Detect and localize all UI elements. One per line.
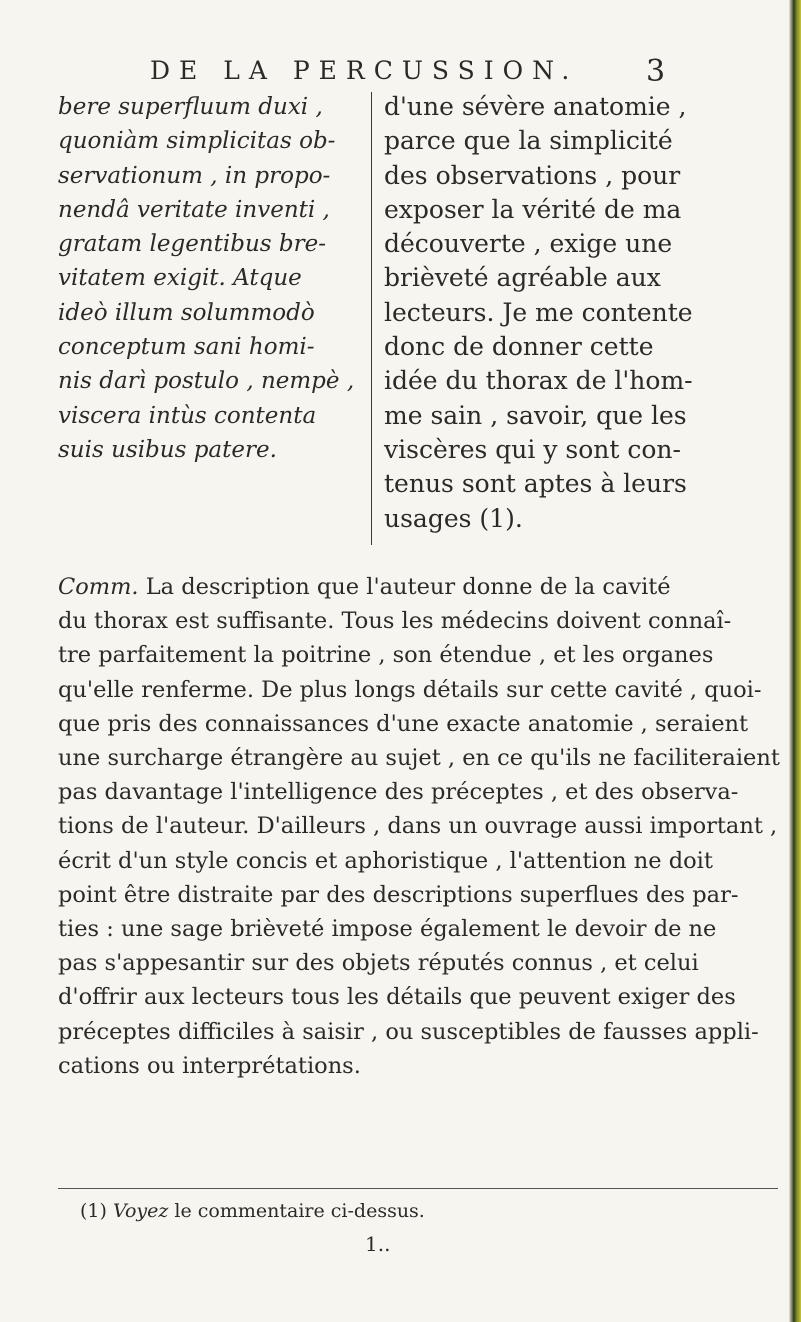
commentary-line: point être distraite par des descriptions superflues des par- — [58, 881, 739, 908]
page-number: 3 — [646, 54, 666, 89]
french-line: tenus sont aptes à leurs — [384, 469, 687, 499]
latin-column — [58, 90, 358, 467]
french-line: idée du thorax de l'hom- — [384, 366, 693, 396]
french-line: exposer la vérité de ma — [384, 194, 682, 224]
column-divider — [371, 92, 372, 545]
latin-line: suis usibus patere. — [58, 436, 277, 463]
commentary-line: La description que l'auteur donne de la cavité — [138, 574, 671, 600]
french-line: des observations , pour — [384, 160, 681, 190]
french-line: d'une sévère anatomie , — [384, 92, 687, 121]
footnote-text: le commentaire ci-dessus. — [168, 1200, 425, 1222]
latin-line: bere superfluum duxi , — [58, 94, 323, 120]
footnote-rule — [58, 1188, 778, 1189]
commentary-line: ties : une sage brièveté impose également le devoir de ne — [58, 916, 717, 943]
commentary-line: cations ou interprétations. — [58, 1052, 361, 1079]
french-line: découverte , exige une — [384, 229, 673, 259]
commentary-line: préceptes difficiles à saisir , ou susceptibles de fausses appli- — [58, 1018, 759, 1045]
footnote-marker: (1) — [80, 1200, 107, 1222]
latin-line: vitatem exigit. Atque — [58, 265, 302, 292]
french-line: parce que la simplicité — [384, 126, 673, 156]
commentary-line: écrit d'un style concis et aphoristique , l'attention ne doit — [58, 847, 713, 874]
signature-mark: 1.. — [365, 1232, 391, 1256]
commentary-line: pas s'appesantir sur des objets réputés connus , et celui — [58, 950, 699, 977]
french-column — [384, 90, 784, 536]
french-line: brièveté agréable aux — [384, 263, 661, 293]
footnote-italic-word: Voyez — [112, 1200, 169, 1222]
footnote — [80, 1200, 425, 1222]
latin-line: conceptum sani homi- — [58, 334, 315, 361]
commentary-line: que pris des connaissances d'une exacte anatomie , seraient — [58, 710, 749, 737]
running-title: DE LA PERCUSSION. — [150, 56, 579, 85]
latin-line: nis darì postulo , nempè , — [58, 368, 355, 395]
commentary-line: tre parfaitement la poitrine , son étendue , et les organes — [58, 642, 714, 669]
french-line: usages (1). — [384, 503, 523, 533]
latin-line: servationum , in propo- — [58, 162, 331, 189]
running-header — [150, 56, 670, 85]
latin-line: nendâ veritate inventi , — [58, 196, 330, 223]
french-line: viscères qui y sont con- — [384, 434, 681, 464]
latin-line: viscera intùs contenta — [58, 402, 317, 429]
commentary-line: qu'elle renferme. De plus longs détails sur cette cavité , quoi- — [58, 676, 762, 703]
commentary-line: pas davantage l'intelligence des préceptes , et des observa- — [58, 779, 739, 806]
commentary-line: du thorax est suffisante. Tous les médecins doivent connaî- — [58, 608, 732, 635]
commentary-first-line — [58, 570, 778, 604]
french-line: donc de donner cette — [384, 332, 654, 362]
commentary-line: d'offrir aux lecteurs tous les détails que peuvent exiger des — [58, 984, 736, 1011]
latin-line: ideò illum solummodò — [58, 299, 315, 326]
commentary-lead: Comm. — [58, 574, 139, 600]
latin-line: gratam legentibus bre- — [58, 231, 326, 258]
commentary-line: une surcharge étrangère au sujet , en ce qu'ils ne faciliteraient — [58, 745, 780, 772]
french-line: lecteurs. Je me contente — [384, 297, 693, 327]
commentary-line: tions de l'auteur. D'ailleurs , dans un ouvrage aussi important , — [58, 813, 778, 840]
book-binding-edge — [789, 0, 801, 1322]
french-line: me sain , savoir, que les — [384, 400, 687, 430]
commentary-paragraph — [58, 570, 778, 1083]
latin-line: quoniàm simplicitas ob- — [58, 128, 336, 155]
